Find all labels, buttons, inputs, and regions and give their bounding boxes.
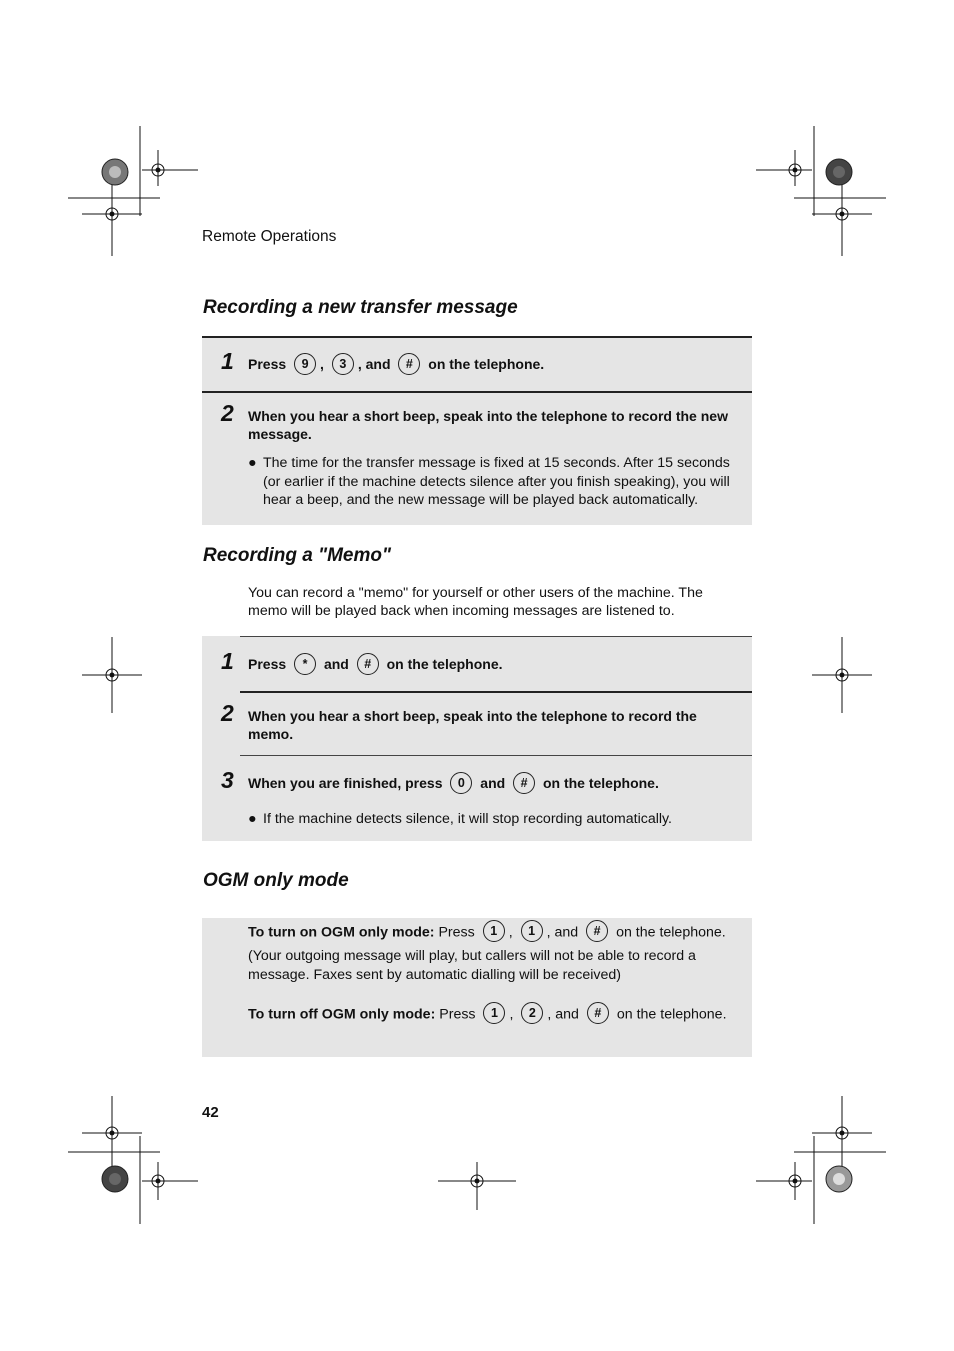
key-0-icon: 0 <box>450 772 472 794</box>
step-1-instruction <box>248 655 738 675</box>
key-1-icon: 1 <box>521 920 543 942</box>
running-head: Remote Operations <box>202 228 337 245</box>
step-text: When you are finished, press <box>248 775 443 791</box>
step-number: 1 <box>221 348 234 374</box>
step-text: Press <box>438 924 475 941</box>
ogm-off-instruction <box>248 1005 742 1024</box>
key-1-icon: 1 <box>483 920 505 942</box>
key-hash-icon: # <box>513 772 535 794</box>
ogm-on-note: (Your outgoing message will play, but callers will not be able to record a message. Faxes sent by automatic dialling will be received) <box>248 948 696 983</box>
step-text: on the telephone. <box>428 356 545 372</box>
step-1-instruction <box>248 355 738 375</box>
bullet-text: The time for the transfer message is fixed at 15 seconds. After 15 seconds (or earlier if the machine detects silence after you finish speaking), you will hear a beep, and the new message will be played back automatically. <box>263 455 730 508</box>
step-number: 2 <box>221 400 234 426</box>
step-text: on the telephone. <box>542 775 659 791</box>
key-3-icon: 3 <box>332 353 354 375</box>
step-text: Press <box>248 656 287 672</box>
divider <box>240 755 752 756</box>
bullet-note <box>248 454 740 510</box>
step-text: and <box>323 656 349 672</box>
section-title-memo: Recording a "Memo" <box>203 545 391 566</box>
key-2-icon: 2 <box>521 1002 543 1024</box>
step-text: on the telephone. <box>386 656 503 672</box>
divider <box>240 691 752 693</box>
bullet-note <box>248 810 740 829</box>
step-text: on the telephone. <box>616 1006 727 1023</box>
step-number: 2 <box>221 700 234 726</box>
step-2-instruction: When you hear a short beep, speak into the telephone to record the memo. <box>248 708 697 742</box>
ogm-off-label: To turn off OGM only mode: <box>248 1006 436 1023</box>
step-text: Press <box>248 356 287 372</box>
ogm-on-label: To turn on OGM only mode: <box>248 924 435 941</box>
page-number: 42 <box>202 1104 219 1121</box>
step-3-instruction <box>248 774 738 794</box>
step-text: on the telephone. <box>616 924 726 941</box>
key-1-icon: 1 <box>483 1002 505 1024</box>
key-9-icon: 9 <box>294 353 316 375</box>
divider <box>240 636 752 637</box>
bullet-text: If the machine detects silence, it will stop recording automatically. <box>263 811 672 827</box>
step-text: and <box>480 775 506 791</box>
separator: , and <box>547 1006 579 1023</box>
divider <box>202 391 752 393</box>
key-hash-icon: # <box>398 353 420 375</box>
separator: , <box>509 1006 514 1023</box>
separator: , <box>320 356 324 372</box>
section-title-transfer-message: Recording a new transfer message <box>203 297 518 318</box>
key-hash-icon: # <box>587 1002 609 1024</box>
separator: , and <box>546 924 579 941</box>
step-number: 1 <box>221 648 234 674</box>
bullet-icon: ● <box>248 455 257 471</box>
memo-steps <box>202 636 752 841</box>
ogm-on-instruction <box>248 923 742 942</box>
bullet-icon: ● <box>248 811 257 827</box>
key-hash-icon: # <box>586 920 608 942</box>
section-title-ogm-only-mode: OGM only mode <box>203 870 349 891</box>
divider <box>202 336 752 338</box>
step-2-instruction: When you hear a short beep, speak into the telephone to record the new message. <box>248 408 728 442</box>
key-star-icon: * <box>294 653 316 675</box>
separator: , <box>508 924 513 941</box>
step-text: Press <box>439 1006 476 1023</box>
ogm-mode-box <box>202 918 752 1057</box>
memo-intro: You can record a "memo" for yourself or other users of the machine. The memo will be played back when incoming messages are listened to. <box>248 585 703 619</box>
transfer-message-steps <box>202 336 752 525</box>
step-number: 3 <box>221 767 234 793</box>
separator: , and <box>357 356 391 372</box>
key-hash-icon: # <box>357 653 379 675</box>
